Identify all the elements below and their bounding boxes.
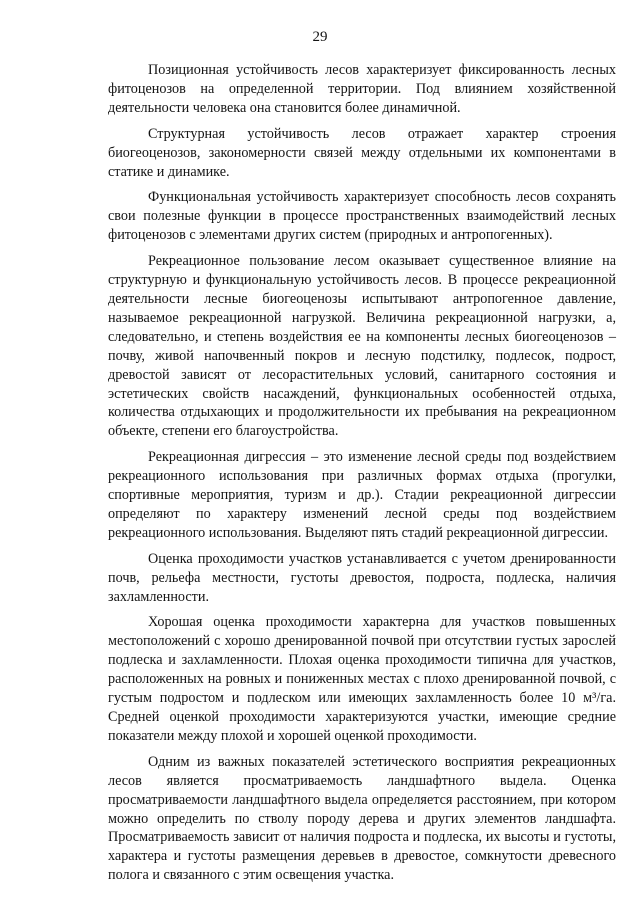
paragraph-passability-grades: Хорошая оценка проходимости характерна для участков повышенных местоположений с хорошо дренированной почвой при отсутствии густых зарослей подлеска и захламленности. Плохая оценка проходимости типична для участков, расположенных на ровных и пониженных местах с плохо дренированной почвой, с густым подростом и подлеском или имеющих захламленность более 10 м³/га. Средней оценкой проходимости характеризуются участки, имеющие средние показатели между плохой и хорошей оценкой проходимости. (108, 614, 616, 744)
paragraph-structural-stability: Структурная устойчивость лесов отражает характер строения биогеоценозов, закономерности связей между отдельными их компонентами в статике и динамике. (108, 125, 616, 180)
paragraph-functional-stability: Функциональная устойчивость характеризует способность лесов сохранять свои полезные функции в процессе пространственных взаимодействий лесных фитоценозов с элементами других систем (природных и антропогенных). (108, 189, 616, 244)
body-text (108, 61, 616, 885)
paragraph-recreational-use: Рекреационное пользование лесом оказывает существенное влияние на структурную и функциональную устойчивость лесов. В процессе рекреационной деятельности лесные биогеоценозы испытывают антропогенное давление, называемое рекреационной нагрузкой. Величина рекреационной нагрузки, а, следовательно, и степень воздействия ее на компоненты лесных биогеоценозов – почву, живой напочвенный покров и лесную подстилку, подлесок, подрост, древостой зависят от лесорастительных условий, санитарного состояния и эстетических свойств насаждений, функциональных особенностей отдыха, количества отдыхающих и продолжительности их пребывания на рекреационном объекте, степени его благоустройства. (108, 253, 616, 440)
paragraph-passability-assessment: Оценка проходимости участков устанавливается с учетом дренированности почв, рельефа местности, густоты древостоя, подроста, подлеска, наличия захламленности. (108, 550, 616, 605)
paragraph-positional-stability: Позиционная устойчивость лесов характеризует фиксированность лесных фитоценозов на определенной территории. Под влиянием хозяйственной деятельности человека она становится более динамичной. (108, 62, 616, 116)
paragraph-recreational-digression: Рекреационная дигрессия – это изменение лесной среды под воздействием рекреационного использования при различных формах отдыха (прогулки, спортивные мероприятия, туризм и др.). Стадии рекреационной дигрессии определяют по характеру изменений лесной среды под воздействием рекреационного использования. Выделяют пять стадий рекреационной дигрессии. (108, 449, 616, 541)
paragraph-visibility: Одним из важных показателей эстетического восприятия рекреационных лесов является просматриваемость ландшафтного выдела. Оценка просматриваемости ландшафтного выдела определяется расстоянием, при котором можно определить по стволу породу дерева и других элементов ландшафта. Просматриваемость зависит от наличия подроста и подлеска, их высоты и густоты, характера и густоты размещения деревьев в древостое, сомкнутости древесного полога и связанного с этим освещения участка. (108, 753, 616, 884)
page-number: 29 (312, 29, 328, 45)
